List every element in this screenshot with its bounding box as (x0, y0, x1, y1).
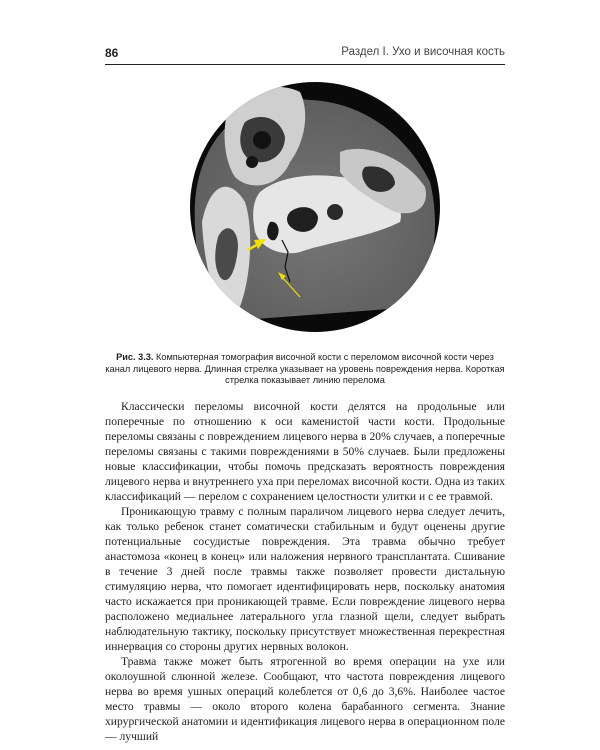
page-header (105, 46, 505, 62)
air-cell (253, 131, 271, 149)
air-cell (246, 156, 258, 168)
ct-scan-image (190, 72, 440, 342)
figure-caption-text: Компьютерная томография височной кости с переломом височной кости через канал лицевого нерва. Длинная стрелка указывает на уровень повреждения нерва. Короткая стрелка показывает линию перелома (105, 352, 505, 385)
vestibule (327, 204, 343, 220)
paragraph: Проникающую травму с полным параличом лицевого нерва следует лечить, как только ребенок станет соматически стабильным и будут оценены другие потенциальные сосудистые повреждения. Эта травма обычно требует анастомоза «конец в конец» или наложения нервного трансплантата. Сшивание в течение 3 дней после травмы также позволяет провести дистальную стимуляцию нерва, что помогает идентифицировать нерв, поскольку анатомия часто искажается при проникающей травме. Если повреждение лицевого нерва расположено медиальнее латерального угла глазной щели, следует выбрать наблюдательную тактику, поскольку присутствует множественная перекрестная иннервация со стороны других нервных волокон. (105, 505, 505, 653)
figure-label: Рис. 3.3. (116, 352, 154, 362)
header-divider (105, 64, 505, 65)
body-text (105, 399, 505, 744)
page-number: 86 (105, 46, 119, 60)
paragraph: Травма также может быть ятрогенной во время операции на ухе или околоушной слюнной железе. Сообщают, что частота повреждения лицевого нерва во время ушных операций колеблется от 0,6 до 3,6%. Наиболее частое место травмы — около второго колена барабанного сегмента. Знание хирургической анатомии и идентификация лицевого нерва в операционном поле — лучший (105, 655, 505, 743)
section-title: Раздел I. Ухо и височная кость (341, 46, 505, 58)
figure-caption (105, 352, 505, 387)
ct-scan-figure (190, 72, 440, 342)
paragraph: Классически переломы височной кости делятся на продольные или поперечные по отношению к оси каменистой части кости. Продольные переломы связаны с повреждением лицевого нерва в 20% случаев, а поперечные переломы связаны с такими повреждениями в 50% случаев. Были предложены новые классификации, чтобы помочь предсказать вероятность повреждения лицевого нерва и внутреннего уха при переломах височной кости. Одна из таких классификаций — перелом с сохранением целостности улитки и с ее травмой. (105, 400, 505, 503)
